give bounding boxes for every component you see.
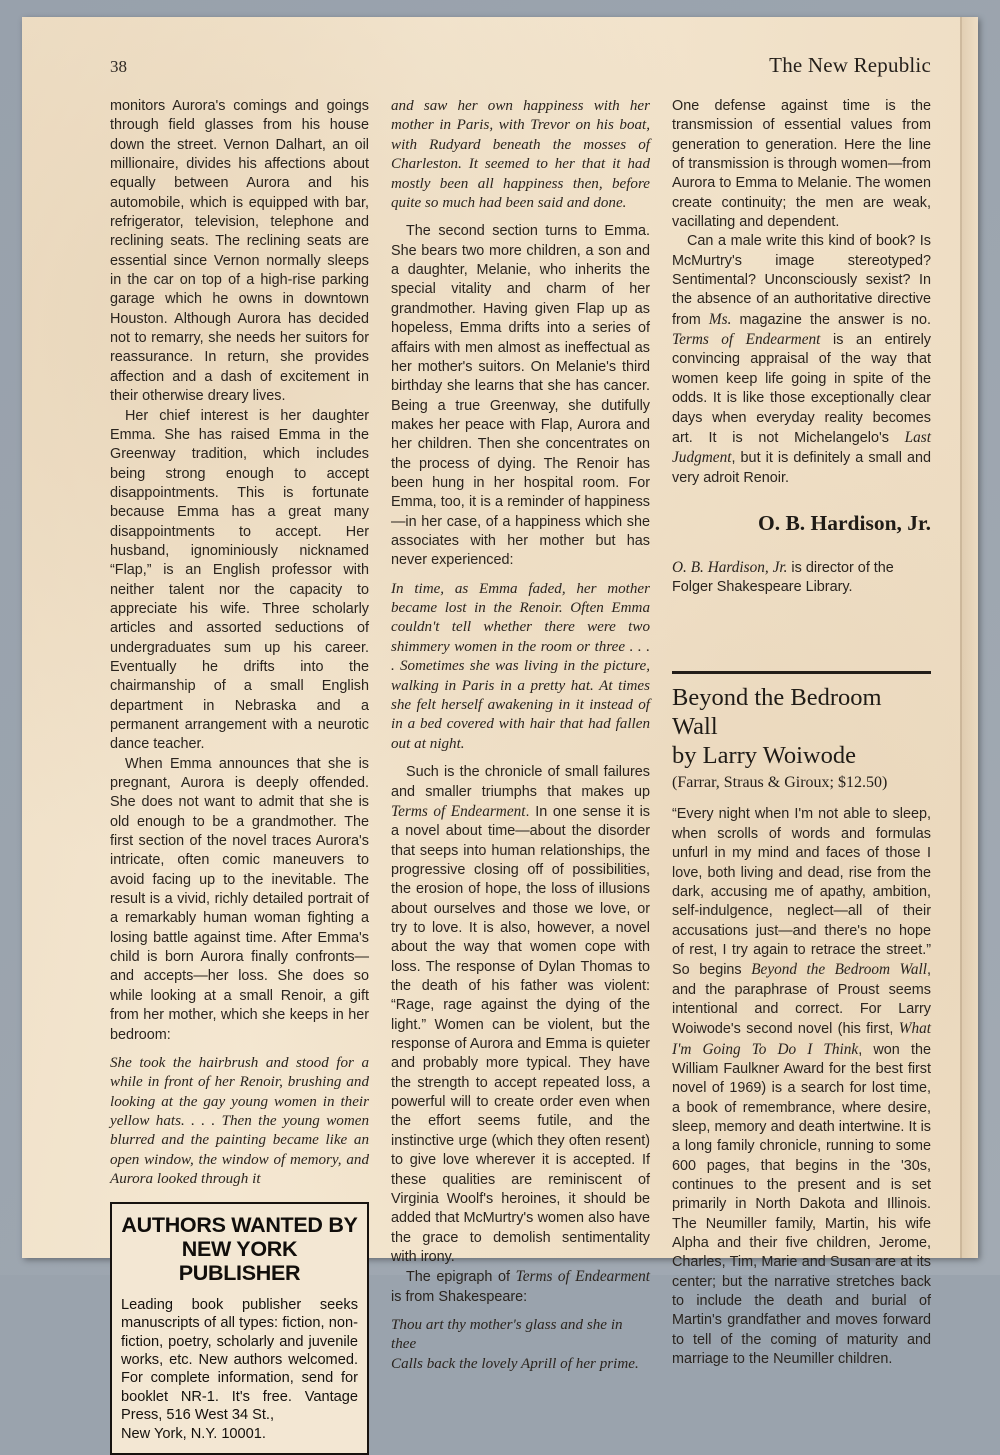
advertisement-headline-line1: AUTHORS WANTED BY <box>121 1212 358 1237</box>
review-title <box>672 683 931 770</box>
magazine-page <box>22 17 978 1442</box>
advertisement-body <box>121 1296 358 1443</box>
blockquote-continued: and saw her own happiness with her mother in Paris, with Trevor on his boat, with Rudyard beneath the mosses of Charleston. It seemed to her that it had mostly been all happiness then, before quite so much had been said and done. <box>391 98 650 212</box>
epigraph-line: thee <box>391 1336 417 1353</box>
book-title: Beyond the Bedroom Wall <box>751 961 927 979</box>
book-title: Terms of Endearment <box>391 802 526 820</box>
paragraph-part: , but it is definitely a small and very adroit Renoir. <box>672 450 931 486</box>
review-publisher-info: (Farrar, Straus & Giroux; $12.50) <box>672 774 888 792</box>
masthead-title: The New Republic <box>769 53 931 77</box>
paragraph-part: “Every night when I'm not able to sleep, when scrolls of words and formulas unfurl in my mind and faces of those I love, both living and dead, rise from the dark, accusing me of apathy, ambition, self-indulgence, neglect—all of their accusations just—and there's no hope of rest, I try again to retrace the street.” So begins <box>672 806 931 979</box>
epigraph <box>391 1316 650 1374</box>
author-name: O. B. Hardison, Jr. <box>672 558 788 576</box>
blockquote: She took the hairbrush and stood for a while in front of her Renoir, brushing and looking at the gay young women in their yellow hats. . . . Then the young women blurred and the painting became like an open window, the window of memory, and Aurora looked through it <box>110 1054 369 1188</box>
advertisement-box <box>110 1202 369 1455</box>
advertisement-body-text: Leading book publisher seeks manuscripts of all types: fiction, non-fiction, poetry, scholarly and juvenile works, etc. New authors welcomed. For complete information, send for booklet NR-1. It's free. Vantage Press, 516 West 34 St., <box>121 1296 358 1424</box>
running-head <box>110 53 932 87</box>
paragraph-part: , and the paraphrase of Proust seems intentional and correct. For Larry Woiwode's second novel (his first, <box>672 962 931 1038</box>
advertisement-headline <box>121 1213 358 1285</box>
page-gutter-line <box>960 17 962 1258</box>
artwork-title: Last Judgment <box>672 428 931 467</box>
epigraph-line: Calls back the lovely Aprill of her prime. <box>391 1355 639 1372</box>
section-divider-rule <box>672 671 931 674</box>
review-title-line2: by Larry Woiwode <box>672 742 857 770</box>
author-bio-note <box>672 558 931 598</box>
column-three <box>672 97 931 1369</box>
body-paragraph <box>391 763 650 1267</box>
blockquote: In time, as Emma faded, her mother became lost in the Renoir. Often Emma couldn't tell whether there were two shimmery women in the room or three . . . . Sometimes she was living in the picture, walking in Paris in a pretty hat. At times she felt herself awakening in it instead of in a bed covered with hair that had fallen out at night. <box>391 580 650 752</box>
paragraph-part: is an entirely convincing appraisal of the way that women keep life going in spite of the odds. It is like those exceptionally clear days when everyday reality becomes art. It is not Michelangelo's <box>672 332 932 446</box>
three-column-layout <box>110 97 932 1455</box>
page-gutter-shade <box>962 17 978 1258</box>
paragraph-part: magazine the answer is no. <box>731 311 931 328</box>
body-paragraph: One defense against time is the transmission of essential values from generation to generation. Here the line of transmission is through women—from Aurora to Emma to Melanie. The women create continuity; the men are weak, vacillating and dependent. <box>672 98 931 231</box>
paragraph-part: is from Shakespeare: <box>391 1288 528 1305</box>
book-title: Terms of Endearment <box>672 331 821 349</box>
author-byline: O. B. Hardison, Jr. <box>757 510 931 535</box>
epigraph-line: Thou art thy mother's glass and she in <box>391 1316 623 1333</box>
column-one <box>110 97 369 1455</box>
body-paragraph: monitors Aurora's comings and goings through field glasses from his house down the street. Vernon Dalhart, an oil millionaire, divides his affections about equally between Aurora and his automobile, which is equipped with bar, refrigerator, television, telephone and reclining seats. The reclining seats are essential since Vernon normally sleeps in the car on top of a high-rise parking garage which he owns in downtown Houston. Although Aurora has decided not to remarry, she needs her suitors for reassurance. In return, she provides affection and a dash of excitement in their otherwise dreary lives. <box>110 98 369 405</box>
page-number: 38 <box>110 57 127 76</box>
page-content <box>110 53 932 1455</box>
book-title: What I'm Going To Do I Think <box>672 1020 931 1058</box>
paragraph-part: Such is the chronicle of small failures and smaller triumphs that makes up <box>391 764 650 800</box>
author-bio-text: is director of the Folger Shakespeare Library. <box>672 559 894 596</box>
advertisement-body-last-line: New York, N.Y. 10001. <box>121 1425 266 1442</box>
paragraph-part: . In one sense it is a novel about time—about the disorder that seeps into human relationships, the progressive closing off of possibilities, the erosion of hope, the loss of illusions about ourselves and those we love, or try to love. It is also, however, a novel about the way that women cope with loss. The response of Dylan Thomas to the death of his father was violent: “Rage, rage against the dying of the light.” Women can be violent, but the response of Aurora and Emma is quieter and probably more typical. They have the strength to accept repeated loss, a powerful will to create order even when the effort seems futile, and the instinctive urge (which they often resent) to give love wherever it is accepted. If these qualities are reminiscent of Virginia Woolf's heroines, it should be added that McMurtry's women also have the grace to demolish sentimentality with irony. <box>391 803 650 1265</box>
paragraph-part: Can a male write this kind of book? Is McMurtry's image stereotyped? Sentimental? Unconsciously sexist? In the absence of an authoritative directive from <box>672 233 931 328</box>
column-two <box>391 97 650 1374</box>
magazine-title: Ms. <box>708 310 732 328</box>
body-paragraph <box>672 232 931 487</box>
advertisement-headline-line2: NEW YORK PUBLISHER <box>178 1236 301 1285</box>
review-body-paragraph <box>672 805 931 1369</box>
book-title: Terms of Endearment <box>515 1268 650 1286</box>
review-title-line1: Beyond the Bedroom Wall <box>672 684 882 741</box>
body-paragraph: When Emma announces that she is pregnant, Aurora is deeply offended. She does not want to admit that she is old enough to be a grandmother. The first section of the novel traces Aurora's intricate, often comic maneuvers to avoid facing up to the inevitable. The result is a vivid, richly detailed portrait of a remarkably human woman fighting a losing battle against time. After Emma's child is born Aurora finally confronts—and accepts—her loss. She does so while looking at a small Renoir, a gift from her mother, which she keeps in her bedroom: <box>110 755 369 1043</box>
paragraph-part: The epigraph of <box>406 1269 516 1286</box>
body-paragraph: Her chief interest is her daughter Emma. She has raised Emma in the Greenway tradition, which includes being strong enough to accept disappointments. This is fortunate because Emma has a great many disappointments to accept. Her husband, ignominiously nicknamed “Flap,” is an English professor with neither talent nor the capacity to appreciate his wife. Three scholarly articles and assorted seductions of undergraduates sum up his career. Eventually he drifts into the chairmanship of a small English department in Nebraska and a permanent arrangement with a neurotic dance teacher. <box>110 407 369 753</box>
body-paragraph: The second section turns to Emma. She bears two more children, a son and a daughter, Melanie, who inherits the special vitality and charm of her grandmother. Having given Flap up as hopeless, Emma drifts into a series of affairs with men almost as ineffectual as her mother's suitors. On Melanie's third birthday she learns that she has cancer. Being a true Greenway, she dutifully makes her peace with Flap, Aurora and her children. Then she concentrates on the process of dying. The Renoir has been hung in her hospital room. For Emma, too, it is a reminder of happiness—in her case, of a happiness which she associates with her mother but has never experienced: <box>391 223 650 569</box>
paragraph-part: , won the William Faulkner Award for the best first novel of 1969) is a search for lost time, a book of remembrance, where desire, sleep, memory and death intertwine. It is a long family chronicle, running to some 600 pages, that begins in the '30s, continues to the present and is set primarily in North Dakota and Illinois. The Neumiller family, Martin, his wife Alpha and their five children, Jerome, Charles, Tim, Marie and Susan are at its center; but the narrative stretches back to include the death and burial of Martin's grandfather and moves forward to tell of the coming of maturity and marriage to the Neumiller children. <box>672 1041 931 1368</box>
body-paragraph <box>391 1267 650 1307</box>
